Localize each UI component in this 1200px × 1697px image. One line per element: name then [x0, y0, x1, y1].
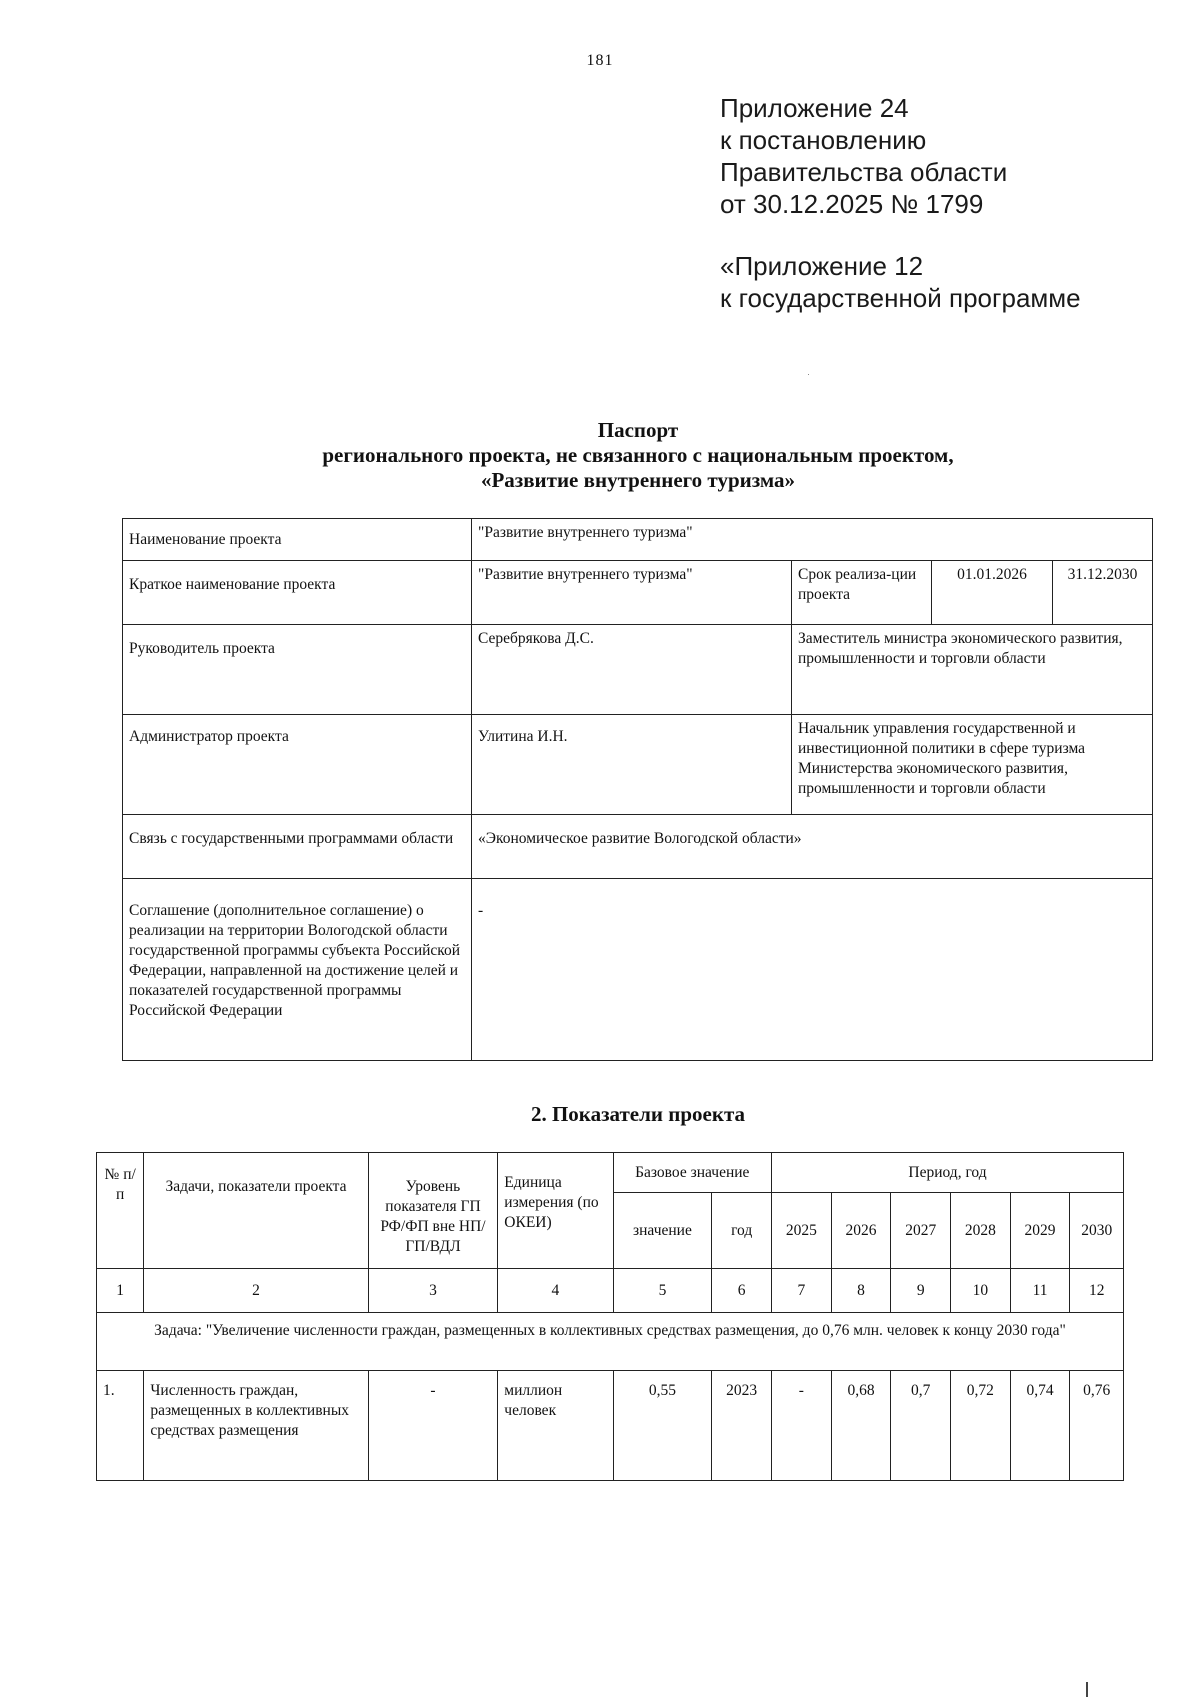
admin-position: Начальник управления государственной и инвестиционной политики в сфере туризма Министерства экономического развития, промышленности и торговли области	[792, 715, 1153, 815]
header-year: 2028	[951, 1193, 1011, 1269]
section-title: 2. Показатели проекта	[530, 1102, 746, 1126]
appendix-line: Приложение 24	[720, 93, 909, 123]
header-base-value: значение	[613, 1193, 712, 1269]
appendix-line: Правительства области	[720, 157, 1008, 187]
short-name-value: "Развитие внутреннего туризма"	[472, 561, 792, 625]
col-number: 5	[613, 1269, 712, 1313]
appendix-block	[720, 92, 1160, 314]
row-value-2025: -	[772, 1371, 832, 1481]
short-name-label: Краткое наименование проекта	[123, 561, 472, 625]
header-year: 2029	[1010, 1193, 1070, 1269]
agreement-value: -	[472, 879, 1153, 1061]
col-number: 11	[1010, 1269, 1070, 1313]
appendix-line: от 30.12.2025 № 1799	[720, 189, 984, 219]
col-number: 7	[772, 1269, 832, 1313]
header-year: 2025	[772, 1193, 832, 1269]
col-number: 9	[891, 1269, 951, 1313]
col-number: 8	[831, 1269, 891, 1313]
header-tasks: Задачи, показатели проекта	[144, 1153, 368, 1269]
row-unit: миллион человек	[498, 1371, 613, 1481]
appendix-line: к государственной программе	[720, 283, 1081, 313]
task-row: Задача: "Увеличение численности граждан, размещенных в коллективных средствах размещения, до 0,76 млн. человек к концу 2030 года"	[97, 1313, 1124, 1371]
header-unit: Единица измерения (по ОКЕИ)	[498, 1153, 613, 1269]
row-indicator-name: Численность граждан, размещенных в коллективных средствах размещения	[144, 1371, 368, 1481]
scan-mark	[1086, 1682, 1088, 1697]
col-number: 2	[144, 1269, 368, 1313]
header-period: Период, год	[772, 1153, 1124, 1193]
header-year: 2030	[1070, 1193, 1124, 1269]
term-label: Срок реализа-ции проекта	[792, 561, 932, 625]
row-base-value: 0,55	[613, 1371, 712, 1481]
program-link-label: Связь с государственными программами области	[123, 815, 472, 879]
header-year: 2026	[831, 1193, 891, 1269]
term-start: 01.01.2026	[932, 561, 1053, 625]
row-value-2027: 0,7	[891, 1371, 951, 1481]
row-value-2026: 0,68	[831, 1371, 891, 1481]
project-name-label: Наименование проекта	[123, 519, 472, 561]
col-number: 6	[712, 1269, 772, 1313]
col-number: 12	[1070, 1269, 1124, 1313]
scan-speck	[808, 374, 809, 375]
project-name-value: "Развитие внутреннего туризма"	[472, 519, 1153, 561]
row-value-2030: 0,76	[1070, 1371, 1124, 1481]
col-number: 4	[498, 1269, 613, 1313]
admin-name: Улитина И.Н.	[472, 715, 792, 815]
appendix-line: к постановлению	[720, 125, 927, 155]
passport-table	[122, 518, 1153, 1061]
title-line: «Развитие внутреннего туризма»	[480, 468, 796, 492]
program-link-value: «Экономическое развитие Вологодской области»	[472, 815, 1153, 879]
title-line: Паспорт	[597, 418, 679, 442]
head-position: Заместитель министра экономического развития, промышленности и торговли области	[792, 625, 1153, 715]
admin-label: Администратор проекта	[123, 715, 472, 815]
header-base-year: год	[712, 1193, 772, 1269]
col-number: 3	[368, 1269, 498, 1313]
col-number: 1	[97, 1269, 144, 1313]
row-level: -	[368, 1371, 498, 1481]
row-value-2029: 0,74	[1010, 1371, 1070, 1481]
row-num: 1.	[97, 1371, 144, 1481]
title-line: регионального проекта, не связанного с национальным проектом,	[322, 443, 954, 467]
col-number: 10	[951, 1269, 1011, 1313]
row-base-year: 2023	[712, 1371, 772, 1481]
document-title	[0, 418, 1200, 493]
agreement-label: Соглашение (дополнительное соглашение) о реализации на территории Вологодской области государственной программы субъекта Российской Федерации, направленной на достижение целей и показателей государственной программы Российской Федерации	[123, 879, 472, 1061]
table-row	[97, 1371, 1124, 1481]
page-number: 181	[586, 52, 614, 69]
head-label: Руководитель проекта	[123, 625, 472, 715]
indicators-table	[96, 1152, 1124, 1481]
head-name: Серебрякова Д.С.	[472, 625, 792, 715]
header-level: Уровень показателя ГП РФ/ФП вне НП/ГП/ВДЛ	[368, 1153, 498, 1269]
appendix-line: «Приложение 12	[720, 251, 924, 281]
header-base: Базовое значение	[613, 1153, 771, 1193]
term-end: 31.12.2030	[1053, 561, 1153, 625]
header-num: № п/п	[97, 1153, 144, 1269]
row-value-2028: 0,72	[951, 1371, 1011, 1481]
header-year: 2027	[891, 1193, 951, 1269]
